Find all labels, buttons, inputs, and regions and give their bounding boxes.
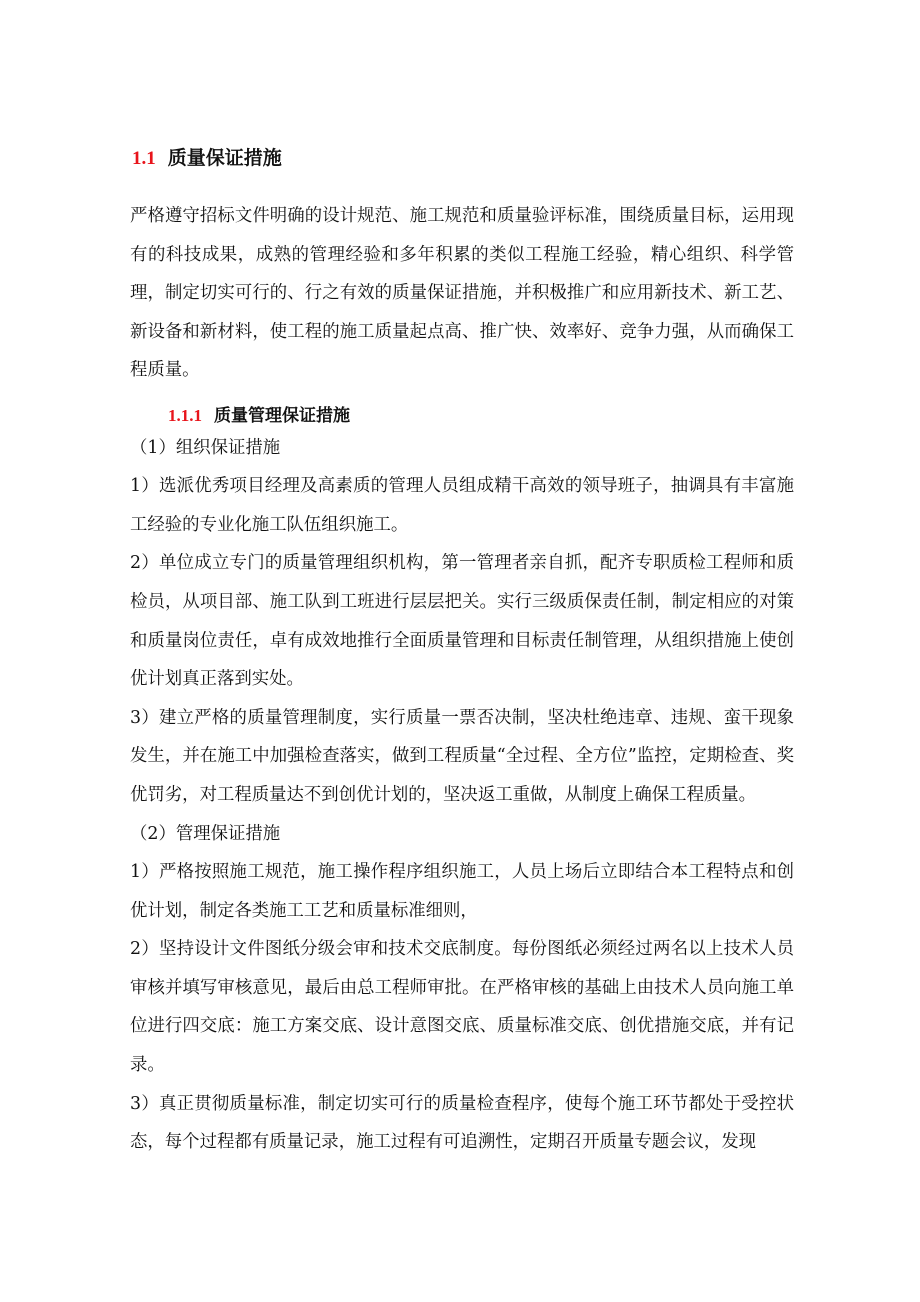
section-heading (132, 144, 282, 173)
list-item: （1）组织保证措施 (130, 437, 281, 458)
list-item: （2）管理保证措施 (130, 823, 281, 844)
list-item: 3）建立严格的质量管理制度，实行质量一票否决制，坚决杜绝违章、违规、蛮干现象发生，并在施工中加强检查落实，做到工程质量“全过程、全方位”监控，定期检查、奖优罚劣，对工程质量达不到创优计划的，坚决返工重做，从制度上确保工程质量。 (130, 707, 794, 805)
subsection-number: 1.1.1 (168, 406, 202, 425)
list-item: 2）坚持设计文件图纸分级会审和技术交底制度。每份图纸必须经过两名以上技术人员审核并填写审核意见，最后由总工程师审批。在严格审核的基础上由技术人员向施工单位进行四交底：施工方案交底、设计意图交底、质量标准交底、创优措施交底，并有记录。 (130, 939, 794, 1076)
subsection-heading (168, 402, 350, 430)
document-body (130, 197, 794, 1162)
subsection-title: 质量管理保证措施 (214, 406, 350, 426)
section-number: 1.1 (132, 148, 156, 169)
list-item: 3）真正贯彻质量标准，制定切实可行的质量检查程序，使每个施工环节都处于受控状态，每个过程都有质量记录，施工过程有可追溯性，定期召开质量专题会议，发现 (130, 1093, 794, 1153)
list-item: 2）单位成立专门的质量管理组织机构，第一管理者亲自抓，配齐专职质检工程师和质检员，从项目部、施工队到工班进行层层把关。实行三级质保责任制，制定相应的对策和质量岗位责任，卓有成效地推行全面质量管理和目标责任制管理，从组织措施上使创优计划真正落到实处。 (130, 553, 794, 690)
intro-paragraph: 严格遵守招标文件明确的设计规范、施工规范和质量验评标准，围绕质量目标，运用现有的科技成果，成熟的管理经验和多年积累的类似工程施工经验，精心组织、科学管理，制定切实可行的、行之有效的质量保证措施，并积极推广和应用新技术、新工艺、新设备和新材料，使工程的施工质量起点高、推广快、效率好、竞争力强，从而确保工程质量。 (130, 206, 794, 381)
section-title: 质量保证措施 (167, 147, 282, 169)
list-item: 1）选派优秀项目经理及高素质的管理人员组成精干高效的领导班子，抽调具有丰富施工经验的专业化施工队伍组织施工。 (130, 476, 794, 535)
list-item: 1）严格按照施工规范，施工操作程序组织施工，人员上场后立即结合本工程特点和创优计划，制定各类施工工艺和质量标准细则， (130, 862, 794, 921)
